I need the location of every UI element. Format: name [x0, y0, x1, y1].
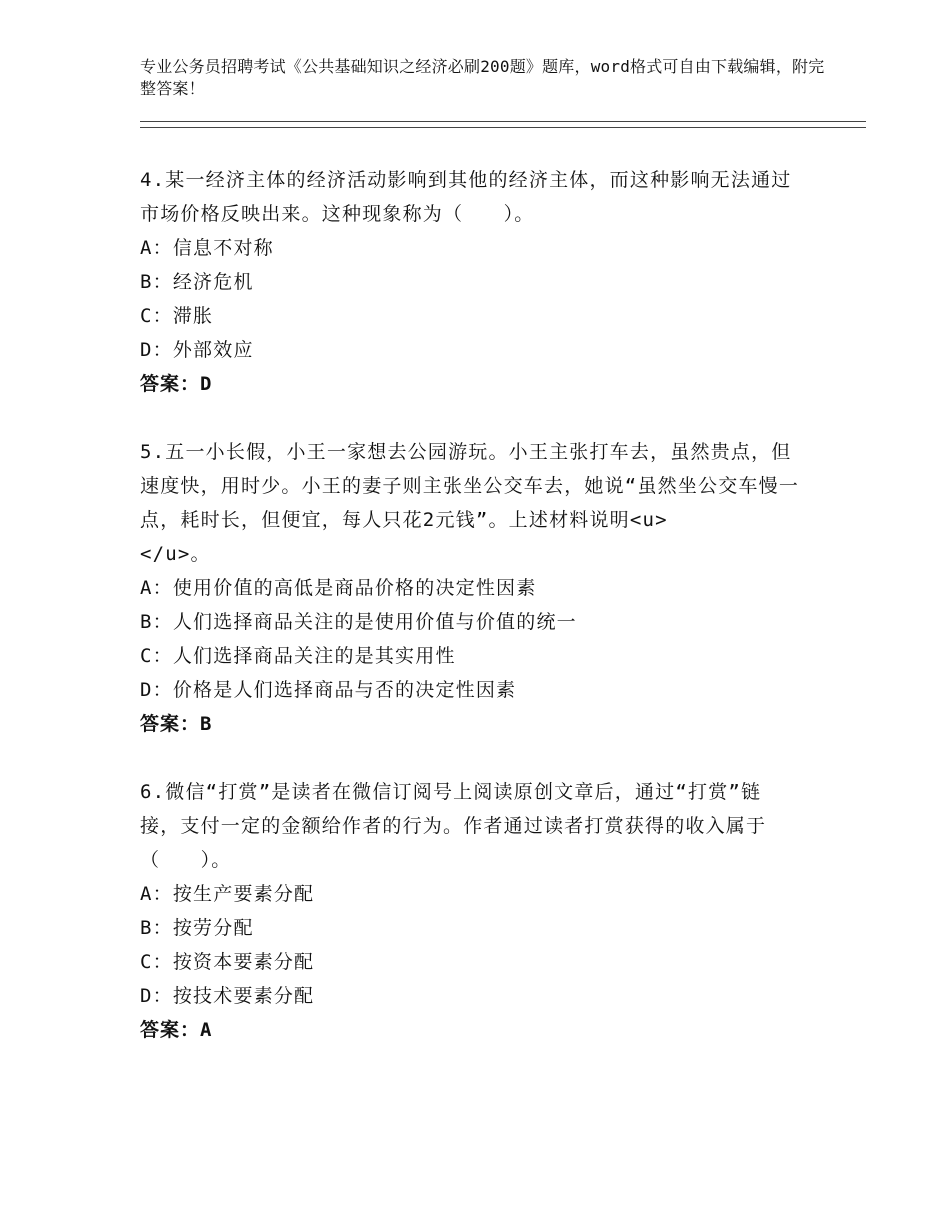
option-b: B：按劳分配	[140, 917, 254, 939]
option-c: C：人们选择商品关注的是其实用性	[140, 645, 456, 667]
question-4	[140, 163, 800, 401]
question-6	[140, 775, 800, 1047]
answer-line: 答案：A	[140, 1019, 213, 1041]
option-d: D：按技术要素分配	[140, 985, 315, 1007]
question-5	[140, 435, 800, 741]
header-divider	[140, 121, 866, 128]
option-a: A：信息不对称	[140, 237, 274, 259]
option-d: D：价格是人们选择商品与否的决定性因素	[140, 679, 517, 701]
question-stem: 4.某一经济主体的经济活动影响到其他的经济主体，而这种影响无法通过市场价格反映出来。这种现象称为（ ）。	[140, 169, 792, 225]
option-c: C：滞胀	[140, 305, 214, 327]
option-b: B：经济危机	[140, 271, 254, 293]
document-header: 专业公务员招聘考试《公共基础知识之经济必刷200题》题库，word格式可自由下载编辑，附完整答案！	[140, 57, 825, 98]
option-c: C：按资本要素分配	[140, 951, 315, 973]
option-d: D：外部效应	[140, 339, 254, 361]
answer-line: 答案：B	[140, 713, 213, 735]
question-stem: 6.微信“打赏”是读者在微信订阅号上阅读原创文章后，通过“打赏”链接，支付一定的金额给作者的行为。作者通过读者打赏获得的收入属于（ ）。	[140, 781, 767, 871]
answer-line: 答案：D	[140, 373, 213, 395]
question-list	[140, 163, 800, 1081]
question-stem: 5.五一小长假，小王一家想去公园游玩。小王主张打车去，虽然贵点，但速度快，用时少。小王的妻子则主张坐公交车去，她说“虽然坐公交车慢一点，耗时长，但便宜，每人只花2元钱”。上述材料说明<u> </u>。	[140, 441, 800, 565]
option-b: B：人们选择商品关注的是使用价值与价值的统一	[140, 611, 577, 633]
option-a: A：按生产要素分配	[140, 883, 315, 905]
option-a: A：使用价值的高低是商品价格的决定性因素	[140, 577, 537, 599]
